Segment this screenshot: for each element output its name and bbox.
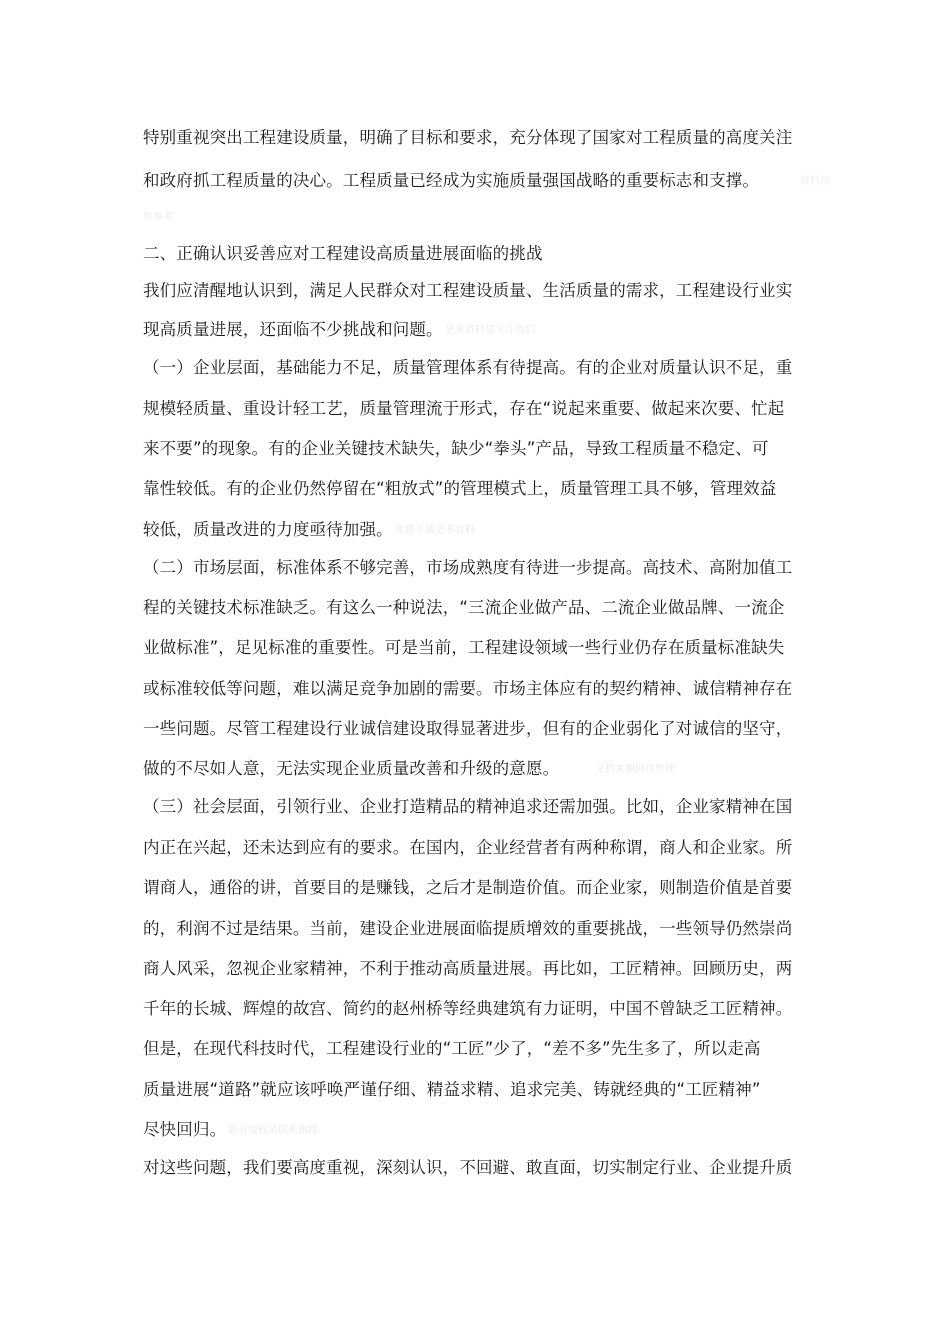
body-text-line: 千年的长城、辉煌的故宫、简约的赵州桥等经典建筑有力证明，中国不曾缺乏工匠精神。 xyxy=(143,999,793,1018)
body-text-line: （一）企业层面，基础能力不足，质量管理体系有待提高。有的企业对质量认识不足，重 xyxy=(143,358,793,377)
body-text-line: 尽快回归。 xyxy=(143,1120,227,1139)
body-text-line: 我们应清醒地认识到，满足人民群众对工程建设质量、生活质量的需求，工程建设行业实 xyxy=(143,281,793,300)
faint-watermark: 更多资料请关注我们 xyxy=(445,325,535,336)
body-text-line: 商人风采，忽视企业家精神，不利于推动高质量进展。再比如，工匠精神。回顾历史，两 xyxy=(143,959,793,978)
body-text-line: 规模轻质量、重设计轻工艺，质量管理流于形式，存在“说起来重要、做起来次要、忙起 xyxy=(143,399,785,418)
body-text-line: 对这些问题，我们要高度重视，深刻认识，不回避、敢直面，切实制定行业、企业提升质 xyxy=(143,1158,793,1177)
body-text-line: 谓商人，通俗的讲，首要目的是赚钱，之后才是制造价值。而企业家，则制造价值是首要 xyxy=(143,878,793,897)
faint-watermark: 供参考 xyxy=(143,212,173,223)
body-text-line: 来不要”的现象。有的企业关键技术缺失，缺少“拳头”产品，导致工程质量不稳定、可 xyxy=(143,439,769,458)
body-text-line: 或标准较低等问题，难以满足竞争加剧的需要。市场主体应有的契约精神、诚信精神存在 xyxy=(143,679,793,698)
body-text-line: 业做标准”，足见标准的重要性。可是当前，工程建设领域一些行业仍存在质量标准缺失 xyxy=(143,638,785,657)
faint-watermark: 免费下载更多资料 xyxy=(395,525,475,536)
faint-watermark: 文档来源网络整理 xyxy=(595,764,675,775)
body-text-line: （二）市场层面，标准体系不够完善，市场成熟度有待进一步提高。高技术、高附加值工 xyxy=(143,558,793,577)
faint-watermark: 资料仅 xyxy=(800,176,830,187)
body-text-line: 现高质量进展，还面临不少挑战和问题。 xyxy=(143,320,443,339)
section-heading: 二、正确认识妥善应对工程建设高质量进展面临的挑战 xyxy=(143,244,543,263)
faint-watermark: 如有侵权请联系删除 xyxy=(228,1125,318,1136)
body-text-line: 做的不尽如人意，无法实现企业质量改善和升级的意愿。 xyxy=(143,759,560,778)
body-text-line: 一些问题。尽管工程建设行业诚信建设取得显著进步，但有的企业弱化了对诚信的坚守， xyxy=(143,719,793,738)
body-text-line: 特别重视突出工程建设质量，明确了目标和要求，充分体现了国家对工程质量的高度关注 xyxy=(143,128,793,147)
body-text-line: 内正在兴起，还未达到应有的要求。在国内，企业经营者有两种称谓，商人和企业家。所 xyxy=(143,838,793,857)
body-text-line: 较低，质量改进的力度亟待加强。 xyxy=(143,520,393,539)
body-text-line: 靠性较低。有的企业仍然停留在“粗放式”的管理模式上，质量管理工具不够，管理效益 xyxy=(143,479,777,498)
body-text-line: 和政府抓工程质量的决心。工程质量已经成为实施质量强国战略的重要标志和支撑。 xyxy=(143,171,760,190)
body-text-line: （三）社会层面，引领行业、企业打造精品的精神追求还需加强。比如，企业家精神在国 xyxy=(143,797,793,816)
body-text-line: 的，利润不过是结果。当前，建设企业进展面临提质增效的重要挑战，一些领导仍然崇尚 xyxy=(143,919,793,938)
body-text-line: 质量进展“道路”就应该呼唤严谨仔细、精益求精、追求完美、铸就经典的“工匠精神” xyxy=(143,1080,761,1099)
body-text-line: 但是，在现代科技时代，工程建设行业的“工匠”少了，“差不多”先生多了，所以走高 xyxy=(143,1039,761,1058)
body-text-line: 程的关键技术标准缺乏。有这么一种说法，“三流企业做产品、二流企业做品牌、一流企 xyxy=(143,598,785,617)
